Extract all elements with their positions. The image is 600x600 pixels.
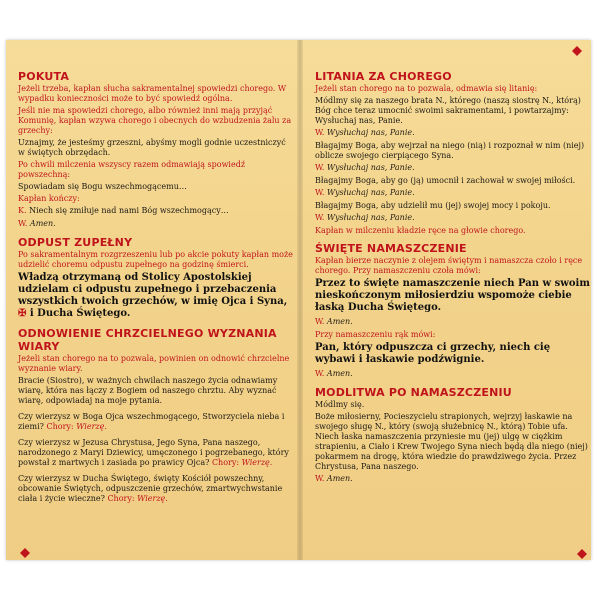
pokuta-rubric-2: Jeśli nie ma spowiedzi chorego, albo również inni mają przyjąć Komunię, kapłan wzywa chorego i obecnych do wzbudzenia żalu za grzechy: [18, 106, 292, 135]
namaszczenie-formula-1: Przez to święte namaszczenie niech Pan w swoim nieskończonym miłosierdziu wspomoże ciebie łaską Ducha Świętego. [315, 278, 590, 313]
pokuta-w-line [18, 219, 293, 229]
namaszczenie-w1-line [315, 317, 590, 327]
litania-w3-line [315, 188, 590, 198]
modlitwa-intro: Módlmy się. [315, 400, 365, 409]
odpust-formula [18, 272, 293, 320]
litania-text-2: Błagajmy Boga, aby wejrzał na niego (nią) i rozpoznał w nim (niej) oblicze swojego cierpiącego Syna. [315, 141, 585, 160]
ornament-bottom-right-icon [577, 549, 587, 559]
pokuta-rubric-1: Jeżeli trzeba, kapłan słucha sakramentalnej spowiedzi chorego. W wypadku konieczności może to być spowiedź ogólna. [18, 84, 287, 103]
litania-text-1: Módlmy się za naszego brata N., którego (naszą siostrę N., którą) Bóg chce teraz umocnić swoimi sakramentami, i powtarzajmy: Wysłuchaj nas, Panie. [315, 96, 581, 125]
question-1-answer: Wierzę. [76, 422, 107, 431]
ornament-top-right-icon [572, 46, 582, 56]
modlitwa-heading: MODLITWA PO NAMASZCZENIU [315, 386, 512, 399]
pokuta-text-1: Uznajmy, że jesteśmy grzeszni, abyśmy mogli godnie uczestniczyć w świętych obrzędach. [18, 138, 286, 157]
litania-w4-line [315, 213, 590, 223]
odnowienie-heading: ODNOWIENIE CHRZCIELNEGO WYZNANIA WIARY [18, 327, 277, 353]
modlitwa-w-label: W. [315, 474, 325, 483]
litania-w4-text: Wysłuchaj nas, Panie. [326, 213, 415, 222]
pokuta-w-label: W. [18, 219, 28, 228]
pokuta-text-2: Spowiadam się Bogu wszechmogącemu… [18, 182, 187, 191]
litania-rubric-end: Kapłan w milczeniu kładzie ręce na głowie chorego. [315, 226, 526, 235]
question-1-label: Chory: [46, 422, 74, 431]
litania-text-4: Błagajmy Boga, aby udzielił mu (jej) swojej mocy i pokoju. [315, 201, 551, 210]
question-2-label: Chory: [211, 458, 240, 467]
namaszczenie-formula-2: Pan, który odpuszcza ci grzechy, niech cię wybawi i łaskawie podźwignie. [315, 342, 551, 365]
left-column [18, 70, 293, 506]
right-column [315, 70, 590, 487]
litania-rubric: Jeżeli stan chorego na to pozwala, odmawia się litanię: [315, 84, 538, 93]
question-3 [18, 474, 293, 504]
pokuta-k-line [18, 206, 293, 216]
question-2-answer: Wierzę. [241, 458, 273, 467]
litania-w1-text: Wysłuchaj nas, Panie. [326, 128, 415, 137]
question-3-text: Czy wierzysz w Ducha Świętego, święty Kościół powszechny, obcowanie Świętych, odpuszczenie grzechów, zmartwychwstanie ciała i życie wieczne? [18, 474, 283, 503]
odpust-formula-b: i Ducha Świętego. [29, 308, 131, 319]
litania-text-3: Błagajmy Boga, aby go (ją) umocnił i zachował w swojej miłości. [315, 176, 576, 185]
question-1-text: Czy wierzysz w Boga Ojca wszechmogącego, Stworzyciela nieba i ziemi? [18, 412, 285, 431]
question-1 [18, 412, 293, 432]
card-fold [297, 40, 303, 560]
odpust-rubric: Po sakramentalnym rozgrzeszeniu lub po akcie pokuty kapłan może udzielić choremu odpustu zupełnego na godzinę śmierci. [18, 250, 293, 269]
pokuta-k-text: Niech się zmiłuje nad nami Bóg wszechmogący… [29, 206, 229, 215]
question-3-answer: Wierzę. [137, 494, 168, 503]
namaszczenie-w2-text: Amen. [326, 369, 353, 378]
question-2-text: Czy wierzysz w Jezusa Chrystusa, Jego Syna, Pana naszego, narodzonego z Maryi Dziewicy, umęczonego i pogrzebanego, który powstał z martwych i zasiada po prawicy Ojca? [18, 438, 289, 467]
namaszczenie-w1-text: Amen. [326, 317, 353, 326]
namaszczenie-w1-label: W. [315, 317, 325, 326]
pokuta-rubric-3: Po chwili milczenia wszyscy razem odmawiają spowiedź powszechną: [18, 160, 246, 179]
odpust-heading: ODPUST ZUPEŁNY [18, 236, 133, 249]
litania-w4-label: W. [315, 213, 325, 222]
namaszczenie-heading: ŚWIĘTE NAMASZCZENIE [315, 242, 467, 255]
modlitwa-w-text: Amen. [326, 474, 353, 483]
question-2 [18, 438, 293, 468]
modlitwa-w-line [315, 474, 590, 484]
litania-w1-line [315, 128, 590, 138]
pokuta-heading: POKUTA [18, 70, 70, 83]
litania-w2-text: Wysłuchaj nas, Panie. [326, 163, 415, 172]
namaszczenie-w2-line [315, 369, 590, 379]
litania-w2-label: W. [315, 163, 325, 172]
pokuta-rubric-4: Kapłan kończy: [18, 194, 80, 203]
modlitwa-text: Boże miłosierny, Pocieszycielu strapionych, wejrzyj łaskawie na swojego sługę N., który (swoją służebnicę N., którą) Tobie ufa. Niech łaska namaszczenia przyniesie mu (jej) ulgę w ciężkim strapieniu, a Ciało i Krew Twojego Syna niech będą dla niego (niej) pokarmem na drogę, która wiedzie do prawdziwego życia. Przez Chrystusa, Pana naszego. [315, 412, 588, 471]
namaszczenie-rubric-2: Przy namaszczeniu rąk mówi: [315, 330, 436, 339]
litania-w3-label: W. [315, 188, 325, 197]
ornament-bottom-left-icon [20, 548, 30, 558]
odpust-formula-a: Władzą otrzymaną od Stolicy Apostolskiej udzielam ci odpustu zupełnego i przebaczenia wszystkich twoich grzechów, w imię Ojca i Syna, [18, 272, 288, 307]
pokuta-w-text: Amen. [29, 219, 56, 228]
odnowienie-rubric: Jeżeli stan chorego na to pozwala, powinien on odnowić chrzcielne wyznanie wiary. [18, 354, 290, 373]
namaszczenie-w2-label: W. [315, 369, 325, 378]
litania-w2-line [315, 163, 590, 173]
odnowienie-text-1: Bracie (Siostro), w ważnych chwilach naszego życia odnawiamy wiarę, która nas łączy z Bogiem od naszego chrztu. Aby wyznać wiarę, odpowiadaj na moje pytania. [18, 376, 278, 405]
cross-icon: ✠ [18, 308, 27, 319]
namaszczenie-rubric: Kapłan bierze naczynie z olejem świętym i namaszcza czoło i ręce chorego. Przy namaszczeniu czoła mówi: [315, 256, 583, 275]
question-3-label: Chory: [107, 494, 135, 503]
pokuta-k-label: K. [18, 206, 27, 215]
litania-w1-label: W. [315, 128, 325, 137]
litania-heading: LITANIA ZA CHOREGO [315, 70, 452, 83]
litania-w3-text: Wysłuchaj nas, Panie. [326, 188, 415, 197]
